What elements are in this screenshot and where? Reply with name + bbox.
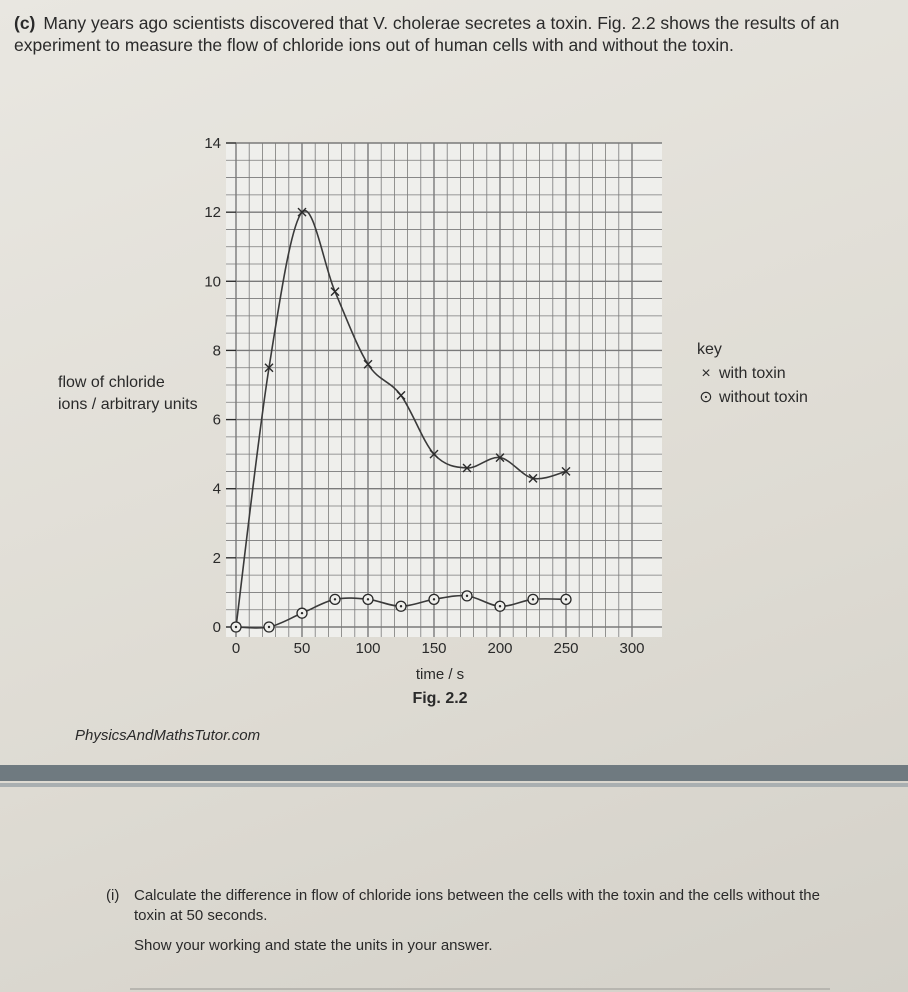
y-tick-label: 12: [204, 204, 221, 222]
subquestion-text: Calculate the difference in flow of chloride ions between the cells with the toxin and the cells without the toxin at 50 seconds.: [134, 887, 820, 924]
circle-marker-icon: ⊙: [699, 389, 713, 406]
y-tick-label: 14: [204, 135, 221, 152]
page-divider: [0, 765, 908, 781]
y-axis-label: flow of chloride ions / arbitrary units: [58, 374, 198, 413]
data-point-without-toxin: [495, 601, 505, 611]
x-tick-label: 200: [487, 640, 513, 657]
data-point-without-toxin: [462, 591, 472, 601]
x-tick-label: 250: [553, 640, 579, 657]
chart-grid: [226, 143, 662, 637]
x-tick-label: 50: [293, 640, 311, 657]
subquestion-instruction: Show your working and state the units in your answer.: [134, 937, 493, 954]
x-tick-label: 300: [619, 640, 645, 657]
y-tick-label: 4: [212, 480, 221, 498]
credit-text: PhysicsAndMathsTutor.com: [75, 727, 261, 744]
data-point-without-toxin: [561, 594, 571, 604]
cross-marker-icon: ×: [701, 365, 711, 382]
legend-label-without-toxin: without toxin: [719, 389, 808, 406]
page-divider-light: [0, 783, 908, 787]
x-tick-label: 100: [355, 640, 381, 657]
data-point-without-toxin: [528, 594, 538, 604]
answer-line: [130, 988, 830, 990]
y-tick-label: 0: [212, 619, 221, 636]
y-tick-label: 6: [212, 411, 221, 429]
y-tick-label: 2: [212, 549, 221, 567]
data-point-without-toxin: [363, 594, 373, 604]
legend: [697, 338, 808, 410]
plot-area: [226, 143, 662, 637]
figure-label: Fig. 2.2: [412, 690, 468, 707]
data-point-without-toxin: [429, 594, 439, 604]
y-tick-label: 8: [212, 342, 221, 360]
x-tick-label: 0: [231, 640, 241, 657]
x-tick-label: 150: [421, 640, 447, 657]
y-tick-label: 10: [204, 273, 221, 291]
legend-entry-without-toxin: [697, 386, 808, 410]
question-part-label: (c): [14, 13, 36, 33]
question-intro-text: Many years ago scientists discovered that V. cholerae secretes a toxin. Fig. 2.2 shows the results of an experiment to measure the flow of chloride ions out of human cells with and without the toxin.: [14, 13, 840, 55]
data-point-without-toxin: [330, 594, 340, 604]
legend-entry-with-toxin: [697, 362, 808, 386]
subquestion: [106, 886, 826, 926]
data-point-without-toxin: [396, 601, 406, 611]
data-point-without-toxin: [297, 608, 307, 618]
subquestion-label: (i): [106, 887, 120, 904]
legend-label-with-toxin: with toxin: [719, 365, 786, 382]
legend-title: key: [697, 341, 722, 358]
data-point-without-toxin: [231, 622, 241, 632]
x-axis-label: time / s: [415, 666, 465, 683]
data-point-without-toxin: [264, 622, 274, 632]
